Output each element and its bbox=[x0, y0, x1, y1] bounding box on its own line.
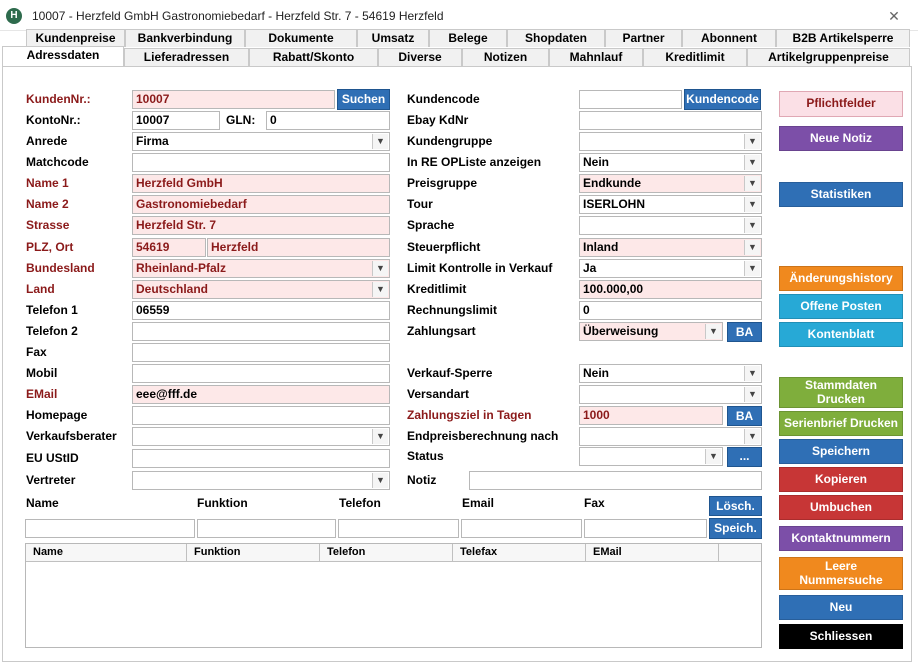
chevron-down-icon[interactable]: ▼ bbox=[705, 324, 721, 339]
limit-kontrolle-select[interactable]: Ja ▼ bbox=[579, 259, 762, 278]
grid-header-filler bbox=[719, 544, 761, 562]
zahlungsziel-ba-button[interactable]: BA bbox=[727, 406, 762, 426]
chevron-down-icon[interactable]: ▼ bbox=[372, 473, 388, 488]
kundencode-field[interactable] bbox=[579, 90, 682, 109]
rechnungslimit-field[interactable]: 0 bbox=[579, 301, 762, 320]
notiz-field[interactable] bbox=[469, 471, 762, 490]
email-field[interactable]: eee@fff.de bbox=[132, 385, 390, 404]
zahlungsart-select[interactable]: Überweisung ▼ bbox=[579, 322, 723, 341]
grid-header-name[interactable]: Name bbox=[26, 544, 187, 562]
tab-belege[interactable]: Belege bbox=[429, 29, 507, 47]
bundesland-label: Bundesland bbox=[26, 261, 95, 275]
name1-label: Name 1 bbox=[26, 176, 69, 190]
window-title: 10007 - Herzfeld GmbH Gastronomiebedarf - Herzfeld Str. 7 - 54619 Herzfeld bbox=[32, 9, 444, 23]
tab-abonnent[interactable]: Abonnent bbox=[682, 29, 776, 47]
steuerpflicht-select[interactable]: Inland ▼ bbox=[579, 238, 762, 257]
contact-name-input[interactable] bbox=[25, 519, 195, 538]
homepage-label: Homepage bbox=[26, 408, 88, 422]
tab-mahnlauf[interactable]: Mahnlauf bbox=[549, 48, 643, 66]
matchcode-label: Matchcode bbox=[26, 155, 89, 169]
title-bar bbox=[0, 0, 918, 31]
ebay-label: Ebay KdNr bbox=[407, 113, 469, 127]
tab-umsatz[interactable]: Umsatz bbox=[357, 29, 429, 47]
versandart-select[interactable] bbox=[579, 385, 762, 404]
kundengruppe-label: Kundengruppe bbox=[407, 134, 493, 148]
kundennr-label: KundenNr.: bbox=[26, 92, 91, 106]
aenderungshistory-button[interactable]: Änderungshistory bbox=[779, 266, 903, 291]
preisgruppe-select[interactable]: Endkunde ▼ bbox=[579, 174, 762, 193]
verkauf-sperre-label: Verkauf-Sperre bbox=[407, 366, 493, 380]
kundennr-field[interactable]: 10007 bbox=[132, 90, 335, 109]
status-label: Status bbox=[407, 449, 444, 463]
name2-field[interactable]: Gastronomiebedarf bbox=[132, 195, 390, 214]
telefon1-label: Telefon 1 bbox=[26, 303, 78, 317]
limit-kontrolle-label: Limit Kontrolle in Verkauf bbox=[407, 261, 553, 275]
versandart-label: Versandart bbox=[407, 387, 470, 401]
contact-fax-input[interactable] bbox=[584, 519, 707, 538]
kontaktnummern-button[interactable]: Kontaktnummern bbox=[779, 526, 903, 551]
suchen-button[interactable]: Suchen bbox=[337, 89, 390, 110]
chevron-down-icon[interactable]: ▼ bbox=[744, 261, 760, 276]
kontenblatt-button[interactable]: Kontenblatt bbox=[779, 322, 903, 347]
tab-artikelgruppenpreise[interactable]: Artikelgruppenpreise bbox=[747, 48, 910, 66]
grid-header-telefon[interactable]: Telefon bbox=[320, 544, 453, 562]
fax-label: Fax bbox=[26, 345, 47, 359]
contact-name-label: Name bbox=[26, 496, 59, 510]
tab-lieferadressen[interactable]: Lieferadressen bbox=[124, 48, 249, 66]
speichern-button[interactable]: Speichern bbox=[779, 439, 903, 464]
sprache-select[interactable] bbox=[579, 216, 762, 235]
stammdaten-drucken-line2: Drucken bbox=[816, 391, 866, 406]
strasse-field[interactable]: Herzfeld Str. 7 bbox=[132, 216, 390, 235]
kundencode-label: Kundencode bbox=[407, 92, 480, 106]
tab-kreditlimit[interactable]: Kreditlimit bbox=[643, 48, 747, 66]
gln-label: GLN: bbox=[226, 113, 256, 127]
stammdaten-drucken-button[interactable] bbox=[779, 377, 903, 408]
grid-header-funktion[interactable]: Funktion bbox=[187, 544, 320, 562]
tab-dokumente[interactable]: Dokumente bbox=[245, 29, 357, 47]
chevron-down-icon[interactable]: ▼ bbox=[744, 218, 760, 233]
tab-notizen[interactable]: Notizen bbox=[462, 48, 549, 66]
grid-header-email[interactable]: EMail bbox=[586, 544, 719, 562]
chevron-down-icon[interactable]: ▼ bbox=[744, 429, 760, 444]
rechnungslimit-label: Rechnungslimit bbox=[407, 303, 498, 317]
plz-field[interactable]: 54619 bbox=[132, 238, 206, 257]
leere-nummersuche-line1: Leere bbox=[824, 558, 858, 573]
tab-partner[interactable]: Partner bbox=[605, 29, 682, 47]
contact-email-input[interactable] bbox=[461, 519, 582, 538]
app-icon: H bbox=[6, 8, 22, 24]
telefon1-field[interactable]: 06559 bbox=[132, 301, 390, 320]
kundencode-button[interactable]: Kundencode bbox=[684, 89, 761, 110]
vertreter-select[interactable] bbox=[132, 471, 390, 490]
tab-rabatt-skonto[interactable]: Rabatt/Skonto bbox=[249, 48, 378, 66]
leere-nummersuche-line2: Nummersuche bbox=[799, 572, 883, 587]
schliessen-button[interactable]: Schliessen bbox=[779, 624, 903, 649]
strasse-label: Strasse bbox=[26, 218, 70, 232]
tab-b2b-artikelsperre[interactable]: B2B Artikelsperre bbox=[776, 29, 910, 47]
umbuchen-button[interactable]: Umbuchen bbox=[779, 495, 903, 520]
name2-label: Name 2 bbox=[26, 197, 69, 211]
serienbrief-button[interactable]: Serienbrief Drucken bbox=[779, 411, 903, 436]
tab-bankverbindung[interactable]: Bankverbindung bbox=[125, 29, 245, 47]
re-opliste-select[interactable]: Nein ▼ bbox=[579, 153, 762, 172]
contact-telefon-label: Telefon bbox=[339, 496, 381, 510]
chevron-down-icon[interactable]: ▼ bbox=[744, 176, 760, 191]
notiz-label: Notiz bbox=[407, 473, 437, 487]
pflichtfelder-button[interactable]: Pflichtfelder bbox=[779, 91, 903, 117]
zahlungsziel-field[interactable]: 1000 bbox=[579, 406, 723, 425]
eu-ustid-field[interactable] bbox=[132, 449, 390, 468]
matchcode-field[interactable] bbox=[132, 153, 390, 172]
telefon2-field[interactable] bbox=[132, 322, 390, 341]
land-select[interactable]: Deutschland ▼ bbox=[132, 280, 390, 299]
chevron-down-icon[interactable]: ▼ bbox=[705, 449, 721, 464]
tab-kundenpreise[interactable]: Kundenpreise bbox=[26, 29, 125, 47]
bundesland-select[interactable]: Rheinland-Pfalz ▼ bbox=[132, 259, 390, 278]
speich-button[interactable]: Speich. bbox=[709, 518, 762, 539]
contact-email-label: Email bbox=[462, 496, 495, 510]
mobil-field[interactable] bbox=[132, 364, 390, 383]
email-label: EMail bbox=[26, 387, 58, 401]
land-label: Land bbox=[26, 282, 55, 296]
kontonr-label: KontoNr.: bbox=[26, 113, 81, 127]
tab-adressdaten[interactable]: Adressdaten bbox=[2, 46, 124, 67]
contact-funktion-input[interactable] bbox=[197, 519, 336, 538]
stammdaten-drucken-line1: Stammdaten bbox=[804, 377, 878, 392]
contact-telefon-input[interactable] bbox=[338, 519, 459, 538]
chevron-down-icon[interactable]: ▼ bbox=[744, 387, 760, 402]
zahlungsart-ba-button[interactable]: BA bbox=[727, 322, 762, 342]
steuerpflicht-label: Steuerpflicht bbox=[407, 240, 481, 254]
kundengruppe-select[interactable] bbox=[579, 132, 762, 151]
close-icon[interactable]: ✕ bbox=[888, 8, 900, 24]
chevron-down-icon[interactable]: ▼ bbox=[744, 197, 760, 212]
chevron-down-icon[interactable]: ▼ bbox=[372, 134, 388, 149]
chevron-down-icon[interactable]: ▼ bbox=[372, 282, 388, 297]
contact-grid[interactable] bbox=[25, 543, 762, 648]
eu-ustid-label: EU UStID bbox=[26, 451, 79, 465]
ort-field[interactable]: Herzfeld bbox=[207, 238, 390, 257]
verkaufsberater-label: Verkaufsberater bbox=[26, 429, 117, 443]
status-more-button[interactable]: ... bbox=[727, 447, 762, 467]
telefon2-label: Telefon 2 bbox=[26, 324, 78, 338]
homepage-field[interactable] bbox=[132, 406, 390, 425]
chevron-down-icon[interactable]: ▼ bbox=[744, 155, 760, 170]
name1-field[interactable]: Herzfeld GmbH bbox=[132, 174, 390, 193]
chevron-down-icon[interactable]: ▼ bbox=[744, 134, 760, 149]
zahlungsart-label: Zahlungsart bbox=[407, 324, 476, 338]
kontonr-field[interactable]: 10007 bbox=[132, 111, 220, 130]
statistiken-button[interactable]: Statistiken bbox=[779, 182, 903, 207]
fax-field[interactable] bbox=[132, 343, 390, 362]
plzort-label: PLZ, Ort bbox=[26, 240, 74, 254]
mobil-label: Mobil bbox=[26, 366, 58, 380]
neu-button[interactable]: Neu bbox=[779, 595, 903, 620]
contact-funktion-label: Funktion bbox=[197, 496, 248, 510]
chevron-down-icon[interactable]: ▼ bbox=[372, 261, 388, 276]
tab-diverse[interactable]: Diverse bbox=[378, 48, 462, 66]
tour-select[interactable]: ISERLOHN ▼ bbox=[579, 195, 762, 214]
tour-label: Tour bbox=[407, 197, 433, 211]
chevron-down-icon[interactable]: ▼ bbox=[744, 240, 760, 255]
chevron-down-icon[interactable]: ▼ bbox=[744, 366, 760, 381]
kopieren-button[interactable]: Kopieren bbox=[779, 467, 903, 492]
vertreter-label: Vertreter bbox=[26, 473, 76, 487]
gln-field[interactable]: 0 bbox=[266, 111, 390, 130]
contact-fax-label: Fax bbox=[584, 496, 605, 510]
endpreis-select[interactable] bbox=[579, 427, 762, 446]
ebay-field[interactable] bbox=[579, 111, 762, 130]
leere-nummersuche-button[interactable] bbox=[779, 557, 903, 590]
chevron-down-icon[interactable]: ▼ bbox=[372, 429, 388, 444]
tab-shopdaten[interactable]: Shopdaten bbox=[507, 29, 605, 47]
verkauf-sperre-select[interactable]: Nein ▼ bbox=[579, 364, 762, 383]
neue-notiz-button[interactable]: Neue Notiz bbox=[779, 126, 903, 151]
kreditlimit-field[interactable]: 100.000,00 bbox=[579, 280, 762, 299]
sprache-label: Sprache bbox=[407, 218, 455, 232]
endpreis-label: Endpreisberechnung nach bbox=[407, 429, 559, 443]
grid-header-telefax[interactable]: Telefax bbox=[453, 544, 586, 562]
anrede-label: Anrede bbox=[26, 134, 68, 148]
preisgruppe-label: Preisgruppe bbox=[407, 176, 478, 190]
zahlungsziel-label: Zahlungsziel in Tagen bbox=[407, 408, 532, 422]
verkaufsberater-select[interactable] bbox=[132, 427, 390, 446]
kreditlimit-label: Kreditlimit bbox=[407, 282, 467, 296]
status-select[interactable] bbox=[579, 447, 723, 466]
re-opliste-label: In RE OPListe anzeigen bbox=[407, 155, 542, 169]
anrede-select[interactable]: Firma ▼ bbox=[132, 132, 390, 151]
loesch-button[interactable]: Lösch. bbox=[709, 496, 762, 516]
offene-posten-button[interactable]: Offene Posten bbox=[779, 294, 903, 319]
